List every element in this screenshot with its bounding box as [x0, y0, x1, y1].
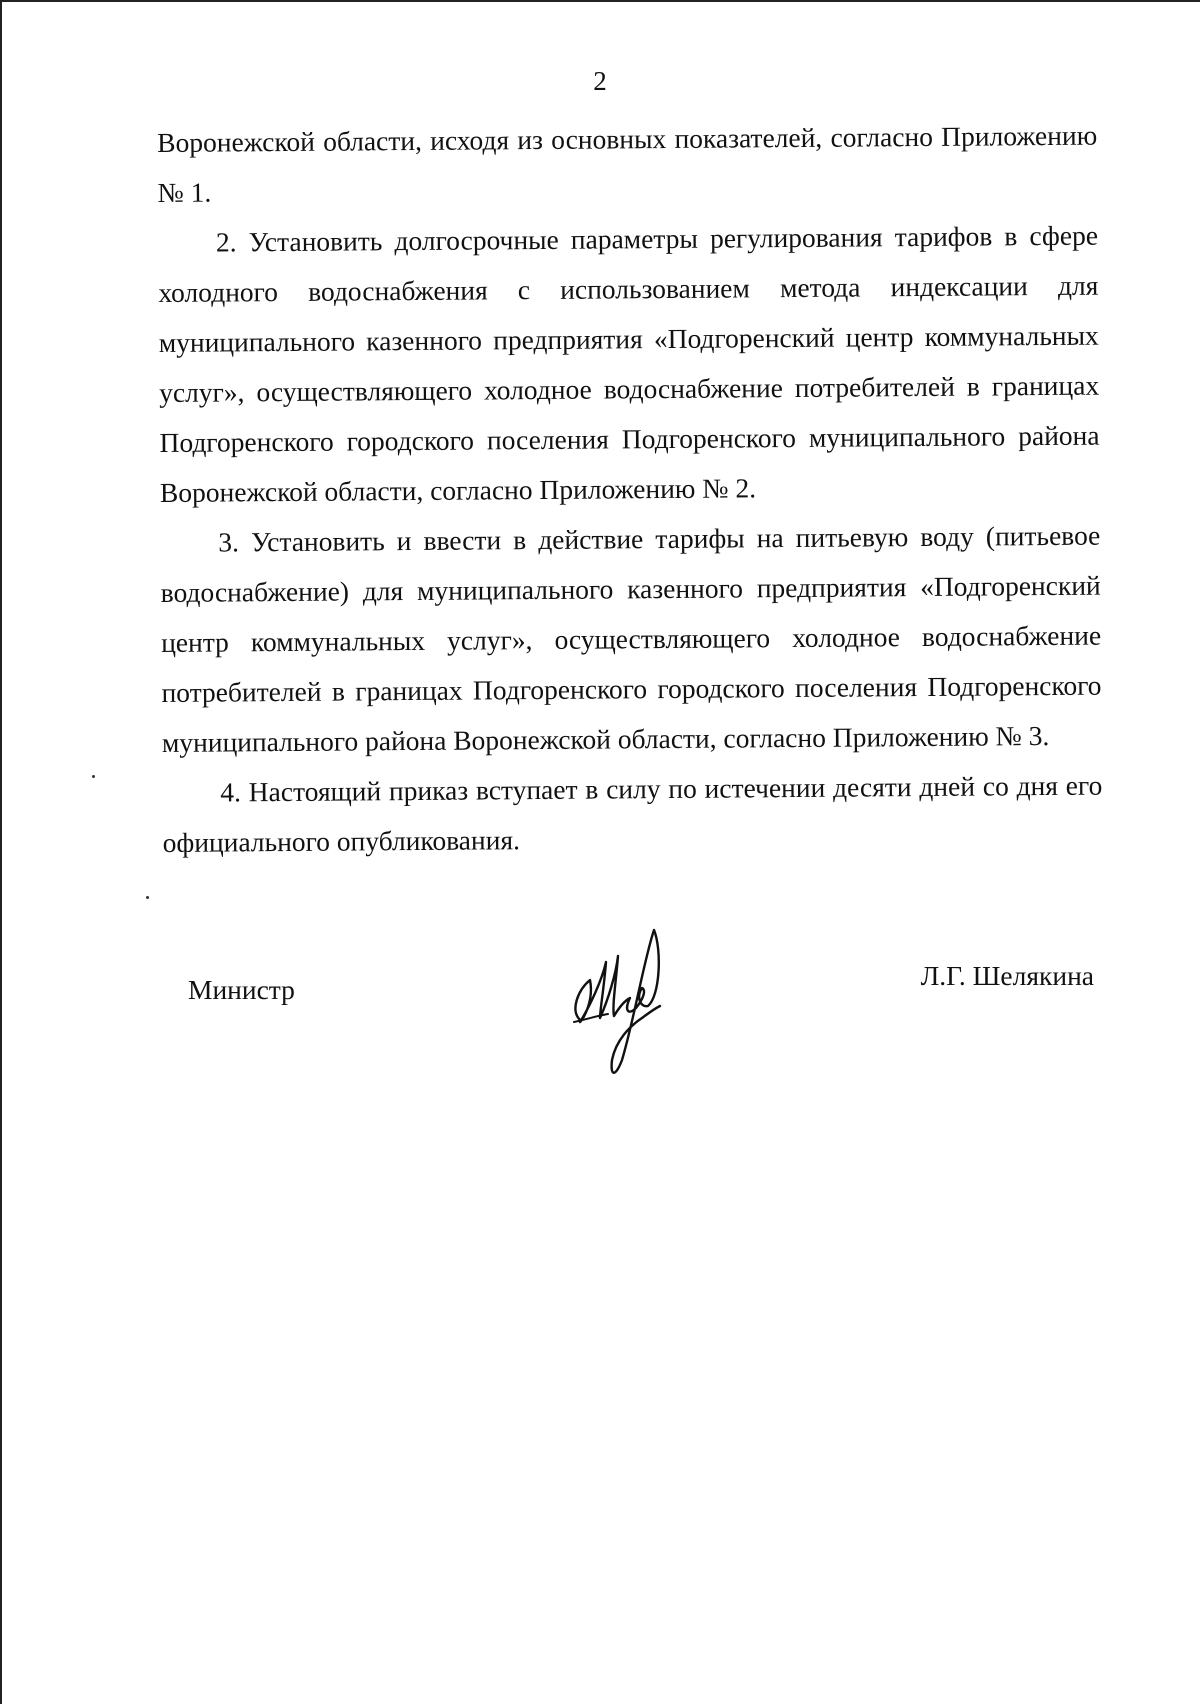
handwritten-signature [550, 910, 690, 1080]
signature-block [188, 960, 1098, 1100]
signer-position: Министр [188, 974, 295, 1005]
scan-edge-top [0, 0, 1200, 2]
scan-speck [146, 896, 149, 899]
paragraph-continuation: Воронежской области, исходя из основных показателей, согласно Приложению № 1. [157, 119, 1098, 208]
paragraph-item-4: 4. Настоящий приказ вступает в силу по истечении десяти дней со дня его официального опубликования. [162, 769, 1103, 858]
signer-name: Л.Г. Шелякина [920, 960, 1094, 991]
document-body [157, 111, 1103, 868]
paragraph-item-3: 3. Установить и ввести в действие тарифы на питьевую воду (питьевое водоснабжение) для муниципального казенного предприятия «Подгоренский центр коммунальных услуг», осуществляющего холодное водоснабжение потребителей в границах Подгоренского городского поселения Подгоренского муниципального района Воронежской области, согласно Приложению № 3. [160, 519, 1102, 758]
scan-speck [92, 775, 95, 778]
page-number: 2 [593, 66, 607, 96]
paragraph-item-2: 2. Установить долгосрочные параметры регулирования тарифов в сфере холодного водоснабжения с использованием метода индексации для муниципального казенного предприятия «Подгоренский центр коммунальных услуг», осуществляющего холодное водоснабжение потребителей в границах Подгоренского городского поселения Подгоренского муниципального района Воронежской области, согласно Приложению № 2. [158, 219, 1100, 508]
scan-edge-left [0, 0, 2, 1704]
